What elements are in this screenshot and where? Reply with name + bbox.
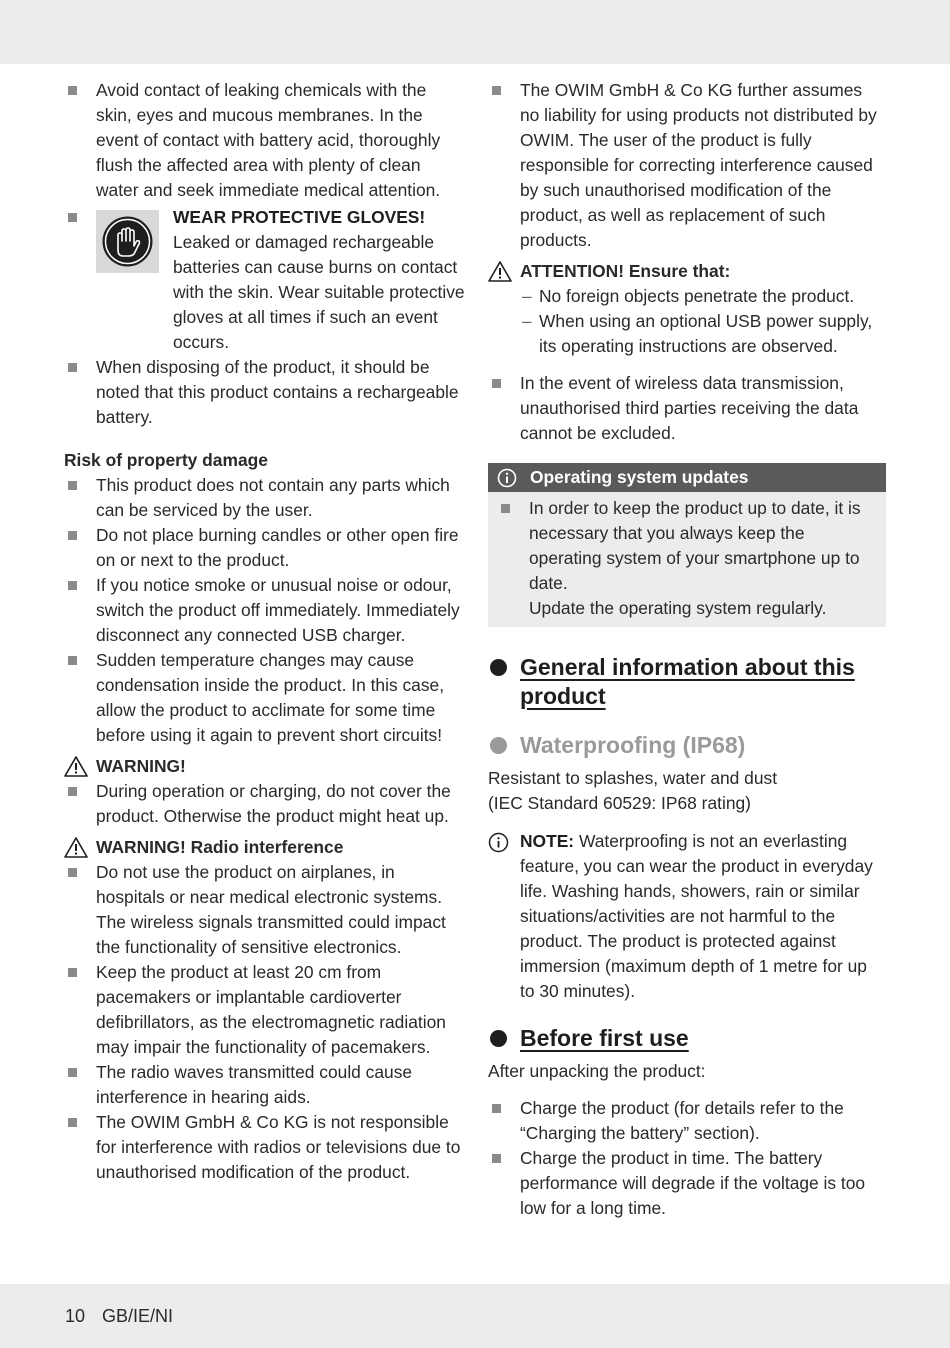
info-icon <box>488 832 509 853</box>
list-item: The OWIM GmbH & Co KG is not responsible for interference with radios or televisions due to unauthorised modification of the product. <box>64 1110 466 1185</box>
list-item: This product does not contain any parts which can be serviced by the user. <box>64 473 466 523</box>
bullet-square-icon <box>68 531 77 540</box>
bullet-square-icon <box>68 86 77 95</box>
protective-gloves-icon <box>96 210 159 273</box>
page-number: 10 <box>65 1306 86 1326</box>
property-damage-heading: Risk of property damage <box>64 450 268 470</box>
footer-band <box>0 1284 950 1348</box>
left-column <box>64 78 466 1185</box>
bullet-square-icon <box>492 86 501 95</box>
bullet-square-icon <box>68 1118 77 1127</box>
attention-list <box>488 284 886 359</box>
before-use-list <box>488 1096 886 1221</box>
list-item: Charge the product in time. The battery performance will degrade if the voltage is too low for a long time. <box>488 1146 886 1221</box>
bullet-square-icon <box>68 363 77 372</box>
disposal-list <box>64 355 466 430</box>
right-column <box>488 78 886 1221</box>
list-item: Avoid contact of leaking chemicals with the skin, eyes and mucous membranes. In the event of contact with battery acid, thoroughly flush the affected area with plenty of clean water and seek immediate medical attention. <box>64 78 466 203</box>
bullet-square-icon <box>68 868 77 877</box>
warning-heading: WARNING! <box>64 754 466 779</box>
bullet-square-icon <box>68 581 77 590</box>
list-item: During operation or charging, do not cover the product. Otherwise the product might heat up. <box>64 779 466 829</box>
header-band <box>0 0 950 64</box>
bullet-square-icon <box>492 379 501 388</box>
list-item: If you notice smoke or unusual noise or odour, switch the product off immediately. Immediately disconnect any connected USB charger. <box>64 573 466 648</box>
general-info-heading: General information about this product <box>488 653 886 711</box>
warning-triangle-icon <box>64 756 88 777</box>
liability-list <box>488 78 886 253</box>
attention-heading: ATTENTION! Ensure that: <box>488 259 886 284</box>
list-item: Sudden temperature changes may cause condensation inside the product. In this case, allow the product to acclimate for some time before using it again to prevent short circuits! <box>64 648 466 748</box>
list-item: The radio waves transmitted could cause interference in hearing aids. <box>64 1060 466 1110</box>
warning-triangle-icon <box>488 261 512 282</box>
bullet-square-icon <box>68 481 77 490</box>
bullet-square-icon <box>501 504 510 513</box>
bullet-square-icon <box>68 213 77 222</box>
gloves-warning <box>64 205 466 355</box>
bullet-square-icon <box>68 787 77 796</box>
wireless-list <box>488 371 886 446</box>
property-damage-list <box>64 473 466 748</box>
warning-list <box>64 779 466 829</box>
list-item: Keep the product at least 20 cm from pacemakers or implantable cardioverter defibrillators, as the electromagnetic radiation may impair the functionality of pacemakers. <box>64 960 466 1060</box>
bullet-dot-icon <box>490 1030 507 1047</box>
bullet-square-icon <box>492 1104 501 1113</box>
gloves-title: WEAR PROTECTIVE GLOVES! <box>173 207 426 227</box>
bullet-square-icon <box>68 968 77 977</box>
waterproof-note: NOTE: Waterproofing is not an everlasting feature, you can wear the product in everyday life. Washing hands, showers, rain or similar situations/activities are not harmful to the product. The product is protected against immersion (maximum depth of 1 metre for up to 30 minutes). <box>488 829 886 1004</box>
list-item: Do not place burning candles or other open fire on or next to the product. <box>64 523 466 573</box>
info-icon <box>497 468 517 488</box>
os-updates-box <box>488 463 886 627</box>
list-item: In the event of wireless data transmission, unauthorised third parties receiving the data cannot be excluded. <box>488 371 886 446</box>
list-item: Charge the product (for details refer to the “Charging the battery” section). <box>488 1096 886 1146</box>
battery-safety-list <box>64 78 466 203</box>
waterproof-description: Resistant to splashes, water and dust (IEC Standard 60529: IP68 rating) <box>488 768 778 813</box>
list-item: The OWIM GmbH & Co KG further assumes no liability for using products not distributed by OWIM. The user of the product is fully responsible for correcting interference caused by such unauthorised modification of the product, as well as replacement of such products. <box>488 78 886 253</box>
list-item: – No foreign objects penetrate the product. <box>522 286 855 306</box>
list-item: – When using an optional USB power supply, its operating instructions are observed. <box>522 311 873 356</box>
list-item: When disposing of the product, it should be noted that this product contains a rechargeable battery. <box>64 355 466 430</box>
radio-warning-heading: WARNING! Radio interference <box>64 835 466 860</box>
bullet-square-icon <box>68 1068 77 1077</box>
before-intro: After unpacking the product: <box>488 1061 706 1081</box>
region-code: GB/IE/NI <box>102 1306 174 1326</box>
radio-interference-list <box>64 860 466 1185</box>
waterproofing-heading: Waterproofing (IP68) <box>488 731 886 760</box>
list-item: In order to keep the product up to date, it is necessary that you always keep the operating system of your smartphone up to date. Update the operating system regularly. <box>488 496 886 621</box>
bullet-square-icon <box>492 1154 501 1163</box>
bullet-dot-icon <box>490 659 507 676</box>
os-updates-list <box>488 492 886 621</box>
before-first-use-heading: Before first use <box>488 1024 886 1053</box>
list-item: Do not use the product on airplanes, in hospitals or near medical electronic systems. The wireless signals transmitted could impact the functionality of sensitive electronics. <box>64 860 466 960</box>
bullet-dot-icon <box>490 737 507 754</box>
bullet-square-icon <box>68 656 77 665</box>
gloves-text: Leaked or damaged rechargeable batteries can cause burns on contact with the skin. Wear suitable protective gloves at all times if such an event occurs. <box>173 232 465 352</box>
os-updates-header: Operating system updates <box>488 463 886 492</box>
warning-triangle-icon <box>64 837 88 858</box>
